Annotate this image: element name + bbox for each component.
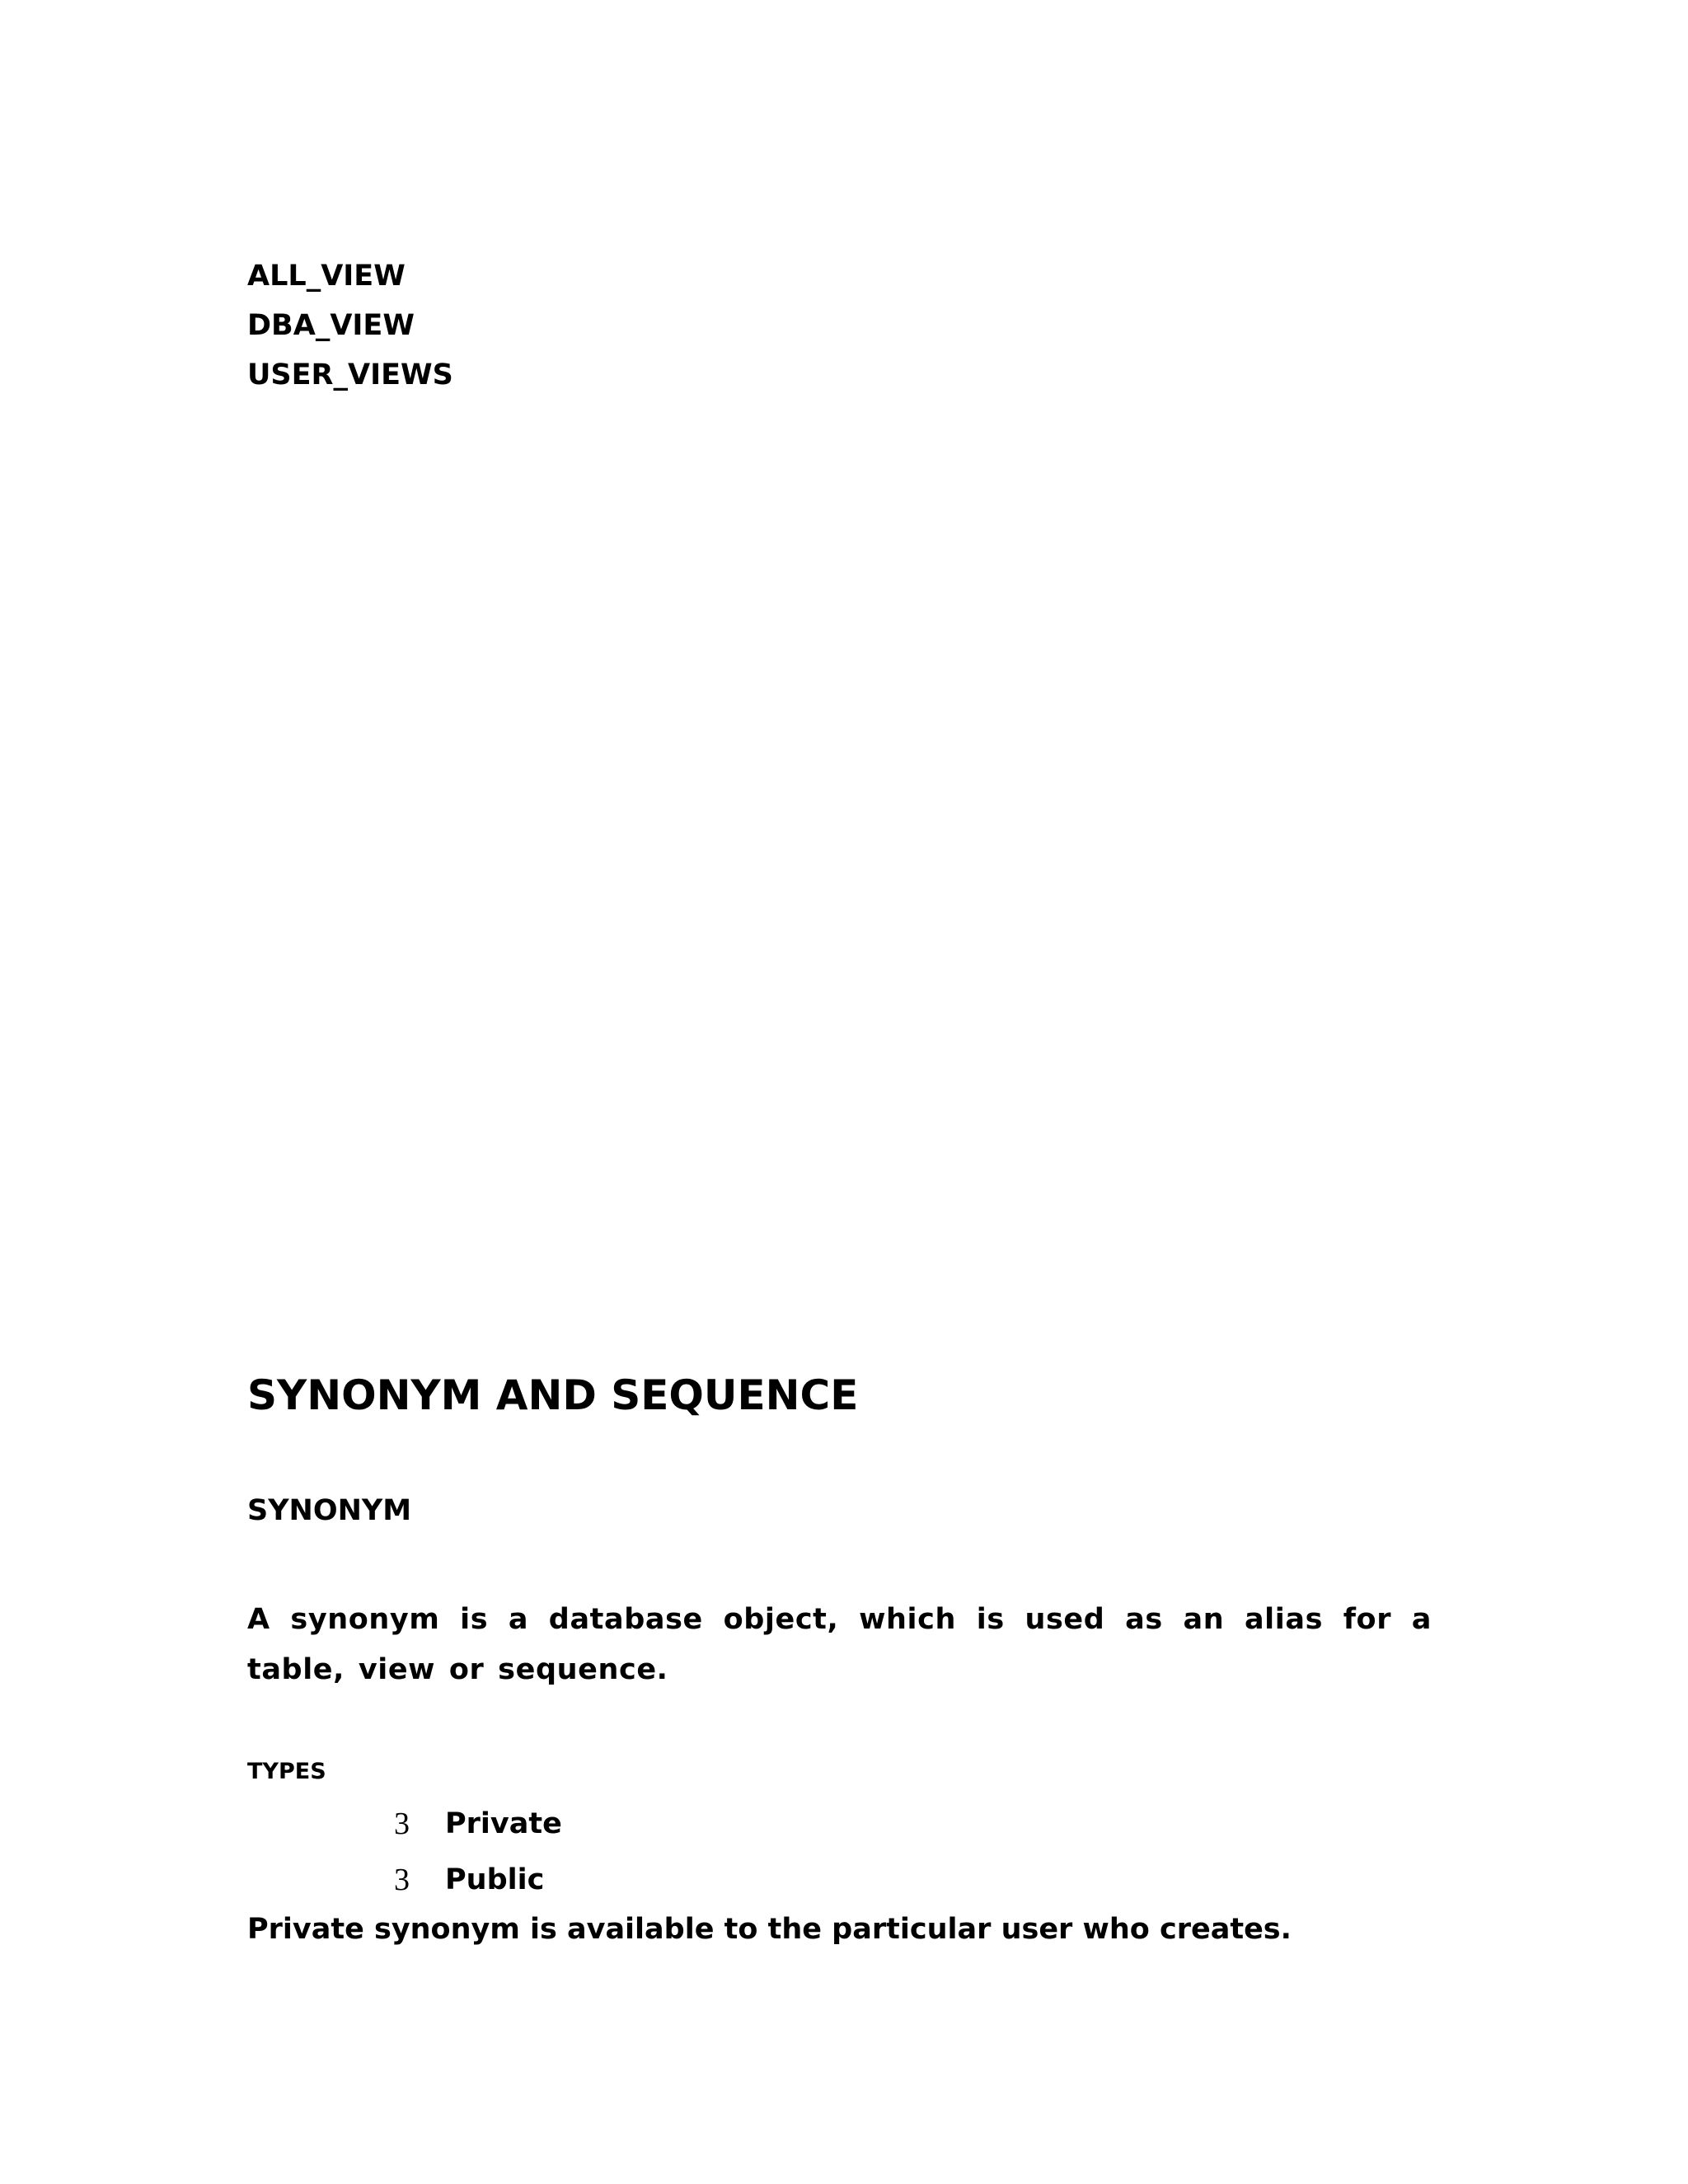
synonym-subheading: SYNONYM [247,1494,412,1527]
section-title: SYNONYM AND SEQUENCE [247,1371,859,1419]
types-list [394,1796,562,1908]
private-synonym-note: Private synonym is available to the particular user who creates. [247,1913,1292,1946]
view-list [247,251,453,400]
bullet-marker: 3 [394,1863,410,1897]
types-label: TYPES [247,1759,326,1784]
list-item-private [394,1796,562,1852]
bullet-marker: 3 [394,1807,410,1841]
view-item-user-views: USER_VIEWS [247,359,453,391]
type-label-public: Public [445,1863,545,1896]
view-item-dba-view: DBA_VIEW [247,309,415,342]
synonym-definition: A synonym is a database object, which is used as an alias for a table, view or sequence. [247,1603,1432,1686]
type-label-private: Private [445,1807,562,1840]
list-item-public [394,1852,562,1908]
view-item-all-view: ALL_VIEW [247,260,406,293]
